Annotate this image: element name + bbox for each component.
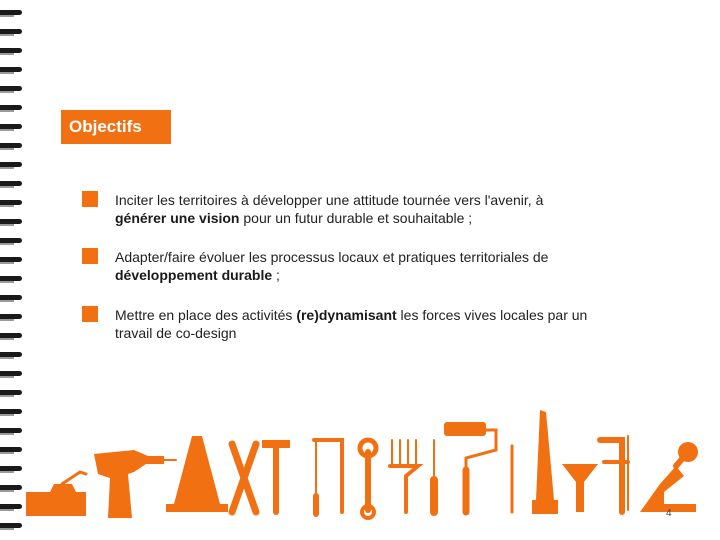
binding-ring <box>0 504 22 509</box>
bullet-item-2 <box>115 248 675 284</box>
tools-illustration <box>24 400 720 530</box>
binding-ring <box>0 409 22 414</box>
bullet-square-icon <box>82 306 98 322</box>
binding-ring <box>0 466 22 471</box>
bullet-1-line1: Inciter les territoires à développer une attitude tournée vers l'avenir, à <box>115 192 544 208</box>
bullet-item-3 <box>115 306 675 342</box>
bullet-square-icon <box>82 191 98 207</box>
binding-ring <box>0 143 22 148</box>
binding-ring <box>0 105 22 110</box>
bullet-2-bold: développement durable <box>115 267 273 283</box>
binding-ring <box>0 48 22 53</box>
binding-ring <box>0 162 22 167</box>
bullet-3-line1a: Mettre en place des activités <box>115 307 297 323</box>
binding-ring <box>0 10 22 15</box>
bullet-2-rest: ; <box>272 267 280 283</box>
binding-ring <box>0 86 22 91</box>
bullet-1-rest: pour un futur durable et souhaitable ; <box>239 210 473 226</box>
page-number: 4 <box>666 508 672 519</box>
bullet-3-line1b: les forces vives locales par un <box>396 307 588 323</box>
spiral-binding <box>0 0 24 540</box>
binding-ring <box>0 67 22 72</box>
binding-ring <box>0 200 22 205</box>
binding-ring <box>0 124 22 129</box>
binding-ring <box>0 390 22 395</box>
binding-ring <box>0 276 22 281</box>
binding-ring <box>0 219 22 224</box>
binding-ring <box>0 238 22 243</box>
binding-ring <box>0 295 22 300</box>
binding-ring <box>0 257 22 262</box>
section-badge: Objectifs <box>61 110 171 144</box>
binding-ring <box>0 485 22 490</box>
bullet-3-bold: (re)dynamisant <box>296 307 397 323</box>
binding-ring <box>0 371 22 376</box>
binding-ring <box>0 333 22 338</box>
bullet-3-line2: travail de co-design <box>115 325 237 341</box>
binding-ring <box>0 314 22 319</box>
binding-ring <box>0 29 22 34</box>
bullet-item-1 <box>115 191 675 227</box>
binding-ring <box>0 447 22 452</box>
bullet-1-bold: générer une vision <box>115 210 240 226</box>
binding-ring <box>0 428 22 433</box>
binding-ring <box>0 181 22 186</box>
bullet-2-line1: Adapter/faire évoluer les processus locaux et pratiques territoriales de <box>115 249 549 265</box>
binding-ring <box>0 352 22 357</box>
bullet-square-icon <box>82 248 98 264</box>
binding-ring <box>0 523 22 528</box>
